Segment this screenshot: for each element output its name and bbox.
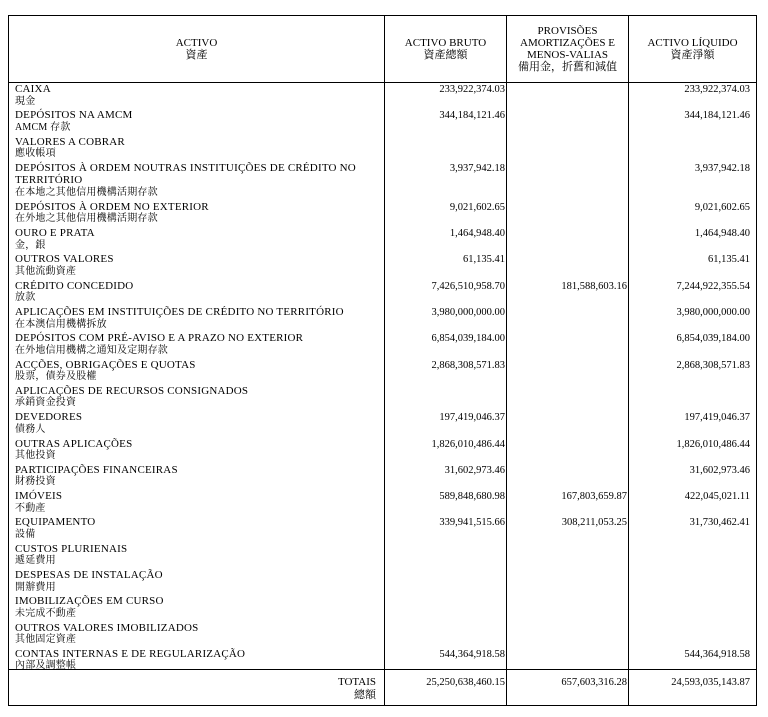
row-label-zh: 開辦費用 xyxy=(15,581,56,593)
activo-liquido-value: 6,854,039,184.00 xyxy=(676,333,750,345)
row-label-zh: 承銷資金投資 xyxy=(15,397,77,409)
table-row xyxy=(9,543,756,569)
row-label-pt: OURO E PRATA xyxy=(15,227,95,240)
header-provisoes-line1: PROVISÕES xyxy=(537,25,598,37)
row-label-zh: 其他投資 xyxy=(15,450,56,462)
row-label-pt: IMOBILIZAÇÕES EM CURSO xyxy=(15,595,164,608)
activo-bruto-value: 7,426,510,958.70 xyxy=(431,280,505,292)
table-row xyxy=(9,490,756,516)
table-row xyxy=(9,569,756,595)
row-label-pt: OUTROS VALORES xyxy=(15,253,114,266)
row-label xyxy=(15,83,383,108)
activo-liquido-value: 3,980,000,000.00 xyxy=(676,307,750,319)
row-label-zh: 其他流動資產 xyxy=(15,265,77,277)
row-label-pt: CONTAS INTERNAS E DE REGULARIZAÇÃO xyxy=(15,647,246,660)
row-label-zh: 在本澳信用機構拆放 xyxy=(15,318,107,330)
row-label xyxy=(15,359,383,384)
row-label-pt: IMÓVEIS xyxy=(15,490,63,503)
row-label xyxy=(15,385,383,410)
row-label-pt: APLICAÇÕES EM INSTITUIÇÕES DE CRÉDITO NO TERRITÓRIO xyxy=(15,306,344,319)
table-row xyxy=(9,438,756,464)
activo-liquido-value: 9,021,602.65 xyxy=(694,201,750,213)
row-label-pt: EQUIPAMENTO xyxy=(15,516,96,529)
row-label xyxy=(15,490,383,515)
activo-bruto-value: 61,135.41 xyxy=(463,254,505,266)
table-row xyxy=(9,648,756,674)
row-label xyxy=(15,306,383,331)
row-label-zh: 股票，債券及股權 xyxy=(15,371,97,383)
table-row xyxy=(9,162,756,201)
activo-bruto-value: 1,826,010,486.44 xyxy=(431,438,505,450)
provisoes-value: 181,588,603.16 xyxy=(561,280,627,292)
header-activo-liquido xyxy=(629,16,756,82)
totals-label-pt: TOTAIS xyxy=(337,676,376,688)
header-activo-bruto xyxy=(385,16,506,82)
table-row xyxy=(9,201,756,227)
header-bruto-pt: ACTIVO BRUTO xyxy=(404,37,487,49)
activo-liquido-value: 1,826,010,486.44 xyxy=(676,438,750,450)
activo-bruto-value: 3,937,942.18 xyxy=(449,162,505,174)
activo-liquido-value: 31,602,973.46 xyxy=(689,464,750,476)
row-label-zh: 現金 xyxy=(15,95,36,107)
row-label-pt: APLICAÇÕES DE RECURSOS CONSIGNADOS xyxy=(15,384,249,397)
activo-bruto-value: 544,364,918.58 xyxy=(439,648,505,660)
row-label-pt: DEVEDORES xyxy=(15,411,83,424)
row-label-zh: 未完成不動產 xyxy=(15,607,77,619)
table-row xyxy=(9,280,756,306)
provisoes-value: 308,211,053.25 xyxy=(561,517,627,529)
row-label-pt: CUSTOS PLURIENAIS xyxy=(15,542,128,555)
row-label xyxy=(15,201,383,226)
header-provisoes xyxy=(507,16,628,82)
row-label-pt: DEPÓSITOS À ORDEM NO EXTERIOR xyxy=(15,200,209,213)
activo-bruto-value: 344,184,121.46 xyxy=(439,110,505,122)
activo-bruto-value: 339,941,515.66 xyxy=(439,517,505,529)
activo-bruto-value: 3,980,000,000.00 xyxy=(431,307,505,319)
header-activo-zh: 資產 xyxy=(185,49,208,61)
table-row xyxy=(9,227,756,253)
header-activo-pt: ACTIVO xyxy=(175,37,218,49)
table-row xyxy=(9,83,756,109)
table-row xyxy=(9,595,756,621)
row-label xyxy=(15,136,383,161)
activo-liquido-value: 31,730,462.41 xyxy=(689,517,750,529)
row-label xyxy=(15,595,383,620)
table-row xyxy=(9,136,756,162)
row-label-pt: OUTRAS APLICAÇÕES xyxy=(15,437,133,450)
row-label-zh: 金，銀 xyxy=(15,239,46,251)
activo-liquido-value: 197,419,046.37 xyxy=(684,412,750,424)
row-label-zh: 在外地之其他信用機構活期存款 xyxy=(15,213,158,225)
header-bruto-zh: 資產總額 xyxy=(423,49,468,61)
activo-bruto-value: 2,868,308,571.83 xyxy=(431,359,505,371)
activo-liquido-value: 1,464,948.40 xyxy=(694,228,750,240)
row-label xyxy=(15,648,383,673)
activo-liquido-value: 7,244,922,355.54 xyxy=(676,280,750,292)
activo-bruto-value: 233,922,374.03 xyxy=(439,84,505,95)
table-row xyxy=(9,622,756,648)
table-row xyxy=(9,306,756,332)
activo-liquido-value: 233,922,374.03 xyxy=(684,84,750,95)
table-row xyxy=(9,385,756,411)
header-provisoes-line3: MENOS-VALIAS xyxy=(526,49,609,61)
header-provisoes-zh: 備用金，折舊和減值 xyxy=(518,61,617,73)
activo-liquido-value: 344,184,121.46 xyxy=(684,110,750,122)
activo-liquido-value: 61,135.41 xyxy=(708,254,750,266)
row-label-zh: 債務人 xyxy=(15,423,46,435)
header-liquido-zh: 資產淨額 xyxy=(670,49,715,61)
activo-bruto-value: 589,848,680.98 xyxy=(439,491,505,503)
row-label xyxy=(15,280,383,305)
activo-bruto-value: 1,464,948.40 xyxy=(449,228,505,240)
header-activo xyxy=(9,16,384,82)
row-label-pt: VALORES A COBRAR xyxy=(15,135,125,148)
table-row xyxy=(9,109,756,135)
balance-sheet-table xyxy=(8,15,757,706)
totals-row xyxy=(9,672,756,706)
row-label-zh: 不動產 xyxy=(15,502,46,514)
row-label-pt: DEPÓSITOS COM PRÉ-AVISO E A PRAZO NO EXTERIOR xyxy=(15,332,304,345)
row-label-zh: 其他固定資產 xyxy=(15,634,77,646)
activo-liquido-value: 422,045,021.11 xyxy=(684,491,750,503)
row-label-zh: AMCM 存款 xyxy=(15,121,71,133)
row-label-zh: 財務投資 xyxy=(15,476,56,488)
total-activo-liquido: 24,593,035,143.87 xyxy=(671,677,750,688)
activo-bruto-value: 6,854,039,184.00 xyxy=(431,333,505,345)
row-label-zh: 在本地之其他信用機構活期存款 xyxy=(15,186,158,198)
row-label-pt: DEPÓSITOS NA AMCM xyxy=(15,109,133,122)
total-provisoes: 657,603,316.28 xyxy=(561,677,627,688)
activo-bruto-value: 9,021,602.65 xyxy=(449,201,505,213)
row-label xyxy=(15,162,383,199)
provisoes-value: 167,803,659.87 xyxy=(561,491,627,503)
row-label xyxy=(15,464,383,489)
table-row xyxy=(9,516,756,542)
table-body xyxy=(9,83,756,674)
row-label xyxy=(15,438,383,463)
table-row xyxy=(9,253,756,279)
row-label-zh: 放款 xyxy=(15,292,36,304)
row-label-pt: CRÉDITO CONCEDIDO xyxy=(15,279,134,292)
table-row xyxy=(9,464,756,490)
row-label xyxy=(15,622,383,647)
row-label-pt: OUTROS VALORES IMOBILIZADOS xyxy=(15,621,199,634)
row-label xyxy=(15,109,383,134)
row-label-zh: 應收帳項 xyxy=(15,148,56,160)
row-label xyxy=(15,516,383,541)
row-label-zh: 設備 xyxy=(15,528,36,540)
row-label xyxy=(15,332,383,357)
row-label-pt: DESPESAS DE INSTALAÇÃO xyxy=(15,569,163,582)
totals-label xyxy=(338,676,376,702)
row-label-zh: 遞延費用 xyxy=(15,555,56,567)
row-label xyxy=(15,569,383,594)
activo-liquido-value: 2,868,308,571.83 xyxy=(676,359,750,371)
total-activo-bruto: 25,250,638,460.15 xyxy=(426,677,505,688)
row-label xyxy=(15,227,383,252)
row-label-zh: 內部及調整帳 xyxy=(15,660,77,672)
table-row xyxy=(9,359,756,385)
row-label xyxy=(15,253,383,278)
table-row xyxy=(9,332,756,358)
row-label-pt: PARTICIPAÇÕES FINANCEIRAS xyxy=(15,463,178,476)
row-label-zh: 在外地信用機構之通知及定期存款 xyxy=(15,344,168,356)
table-row xyxy=(9,411,756,437)
row-label-pt: DEPÓSITOS À ORDEM NOUTRAS INSTITUIÇÕES DE CRÉDITO NO TERRITÓRIO xyxy=(15,161,356,187)
row-label-pt: CAIXA xyxy=(15,83,51,95)
header-liquido-pt: ACTIVO LÍQUIDO xyxy=(647,37,738,49)
activo-liquido-value: 3,937,942.18 xyxy=(694,162,750,174)
row-label xyxy=(15,411,383,436)
row-label xyxy=(15,543,383,568)
activo-bruto-value: 197,419,046.37 xyxy=(439,412,505,424)
row-label-pt: ACÇÕES, OBRIGAÇÕES E QUOTAS xyxy=(15,358,196,371)
activo-liquido-value: 544,364,918.58 xyxy=(684,648,750,660)
header-provisoes-line2: AMORTIZAÇÕES E xyxy=(520,37,615,49)
totals-label-zh: 總額 xyxy=(354,689,376,701)
activo-bruto-value: 31,602,973.46 xyxy=(444,464,505,476)
